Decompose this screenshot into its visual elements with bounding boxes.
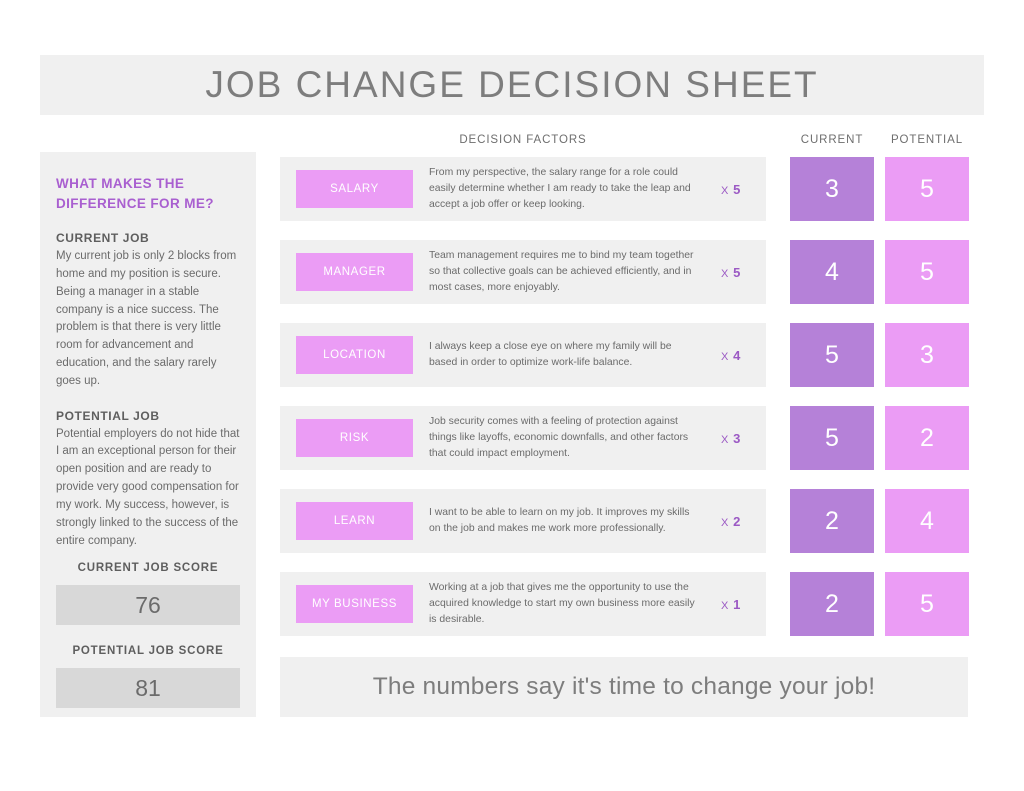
factor-chip-learn: LEARN — [296, 502, 413, 540]
factor-description: Working at a job that gives me the opportunity to use the acquired knowledge to start my own business more easily is desirable. — [429, 581, 695, 626]
current-score-tile: 2 — [790, 572, 874, 636]
factor-description: Team management requires me to bind my team together so that collective goals can be achieved efficiently, and in most cases, more enjoyably. — [429, 249, 694, 294]
weight-value: 1 — [733, 596, 741, 612]
potential-score-tile: 5 — [885, 572, 969, 636]
factor-weight — [704, 182, 766, 197]
potential-score-tile: 5 — [885, 240, 969, 304]
sidebar-heading: WHAT MAKES THE DIFFERENCE FOR ME? — [56, 176, 214, 211]
current-job-score-label: CURRENT JOB SCORE — [77, 562, 219, 574]
sidebar-current-job-text: My current job is only 2 blocks from home and my position is secure. Being a manager in a stable company is a nice success. The problem is that there is very little room for advancement and education, and the salary rarely goes up. — [56, 250, 237, 387]
potential-job-score-label: POTENTIAL JOB SCORE — [72, 645, 224, 657]
weight-value: 3 — [733, 430, 741, 446]
weight-value: 5 — [733, 264, 741, 280]
factor-weight — [704, 514, 766, 529]
factor-row — [280, 406, 766, 470]
factor-row — [280, 323, 766, 387]
multiplier-symbol: X — [721, 516, 729, 529]
factor-weight — [704, 431, 766, 446]
factor-chip-manager: MANAGER — [296, 253, 413, 291]
weight-value: 5 — [733, 181, 741, 197]
potential-score-tile: 3 — [885, 323, 969, 387]
column-header-decision-factors: DECISION FACTORS — [459, 134, 587, 146]
factor-row — [280, 572, 766, 636]
factor-rows — [280, 157, 766, 655]
current-score-tile: 2 — [790, 489, 874, 553]
factor-description: From my perspective, the salary range for a role could easily determine whether I am ready to take the leap and accept a job offer or keep looking. — [429, 166, 691, 211]
weight-value: 2 — [733, 513, 741, 529]
factor-description: Job security comes with a feeling of protection against things like layoffs, economic downfalls, and other factors that could impact employment. — [429, 415, 689, 460]
potential-score-tile: 5 — [885, 157, 969, 221]
potential-job-score-value: 81 — [56, 668, 240, 708]
potential-score-tile: 4 — [885, 489, 969, 553]
factor-description: I always keep a close eye on where my family will be based in order to optimize work-life balance. — [429, 340, 672, 368]
factor-row — [280, 489, 766, 553]
sidebar-current-job-label: CURRENT JOB — [56, 231, 150, 246]
potential-score-tile: 2 — [885, 406, 969, 470]
title-banner — [40, 55, 984, 115]
factor-chip-risk: RISK — [296, 419, 413, 457]
multiplier-symbol: X — [721, 350, 729, 363]
factor-description: I want to be able to learn on my job. It improves my skills on the job and makes me work more professionally. — [429, 506, 690, 534]
multiplier-symbol: X — [721, 599, 729, 612]
factor-chip-salary: SALARY — [296, 170, 413, 208]
page-title: JOB CHANGE DECISION SHEET — [205, 64, 819, 105]
conclusion-text: The numbers say it's time to change your job! — [372, 673, 876, 700]
factor-weight — [704, 597, 766, 612]
current-score-tile: 3 — [790, 157, 874, 221]
current-score-tile: 5 — [790, 323, 874, 387]
factor-row — [280, 240, 766, 304]
factor-weight — [704, 348, 766, 363]
factor-row — [280, 157, 766, 221]
column-header-current: CURRENT — [800, 134, 864, 146]
current-score-tile: 5 — [790, 406, 874, 470]
sidebar-potential-job-label: POTENTIAL JOB — [56, 408, 160, 423]
weight-value: 4 — [733, 347, 741, 363]
multiplier-symbol: X — [721, 433, 729, 446]
sidebar-panel — [40, 152, 256, 717]
column-header-potential: POTENTIAL — [890, 134, 963, 146]
multiplier-symbol: X — [721, 184, 729, 197]
current-score-tile: 4 — [790, 240, 874, 304]
multiplier-symbol: X — [721, 267, 729, 280]
conclusion-banner — [280, 657, 968, 717]
factor-chip-location: LOCATION — [296, 336, 413, 374]
factor-chip-my-business: MY BUSINESS — [296, 585, 413, 623]
sidebar-potential-job-text: Potential employers do not hide that I am an exceptional person for their open position and are ready to provide very good compensation for my work. My success, however, is strongly linked to the success of the entire company. — [56, 427, 240, 547]
current-job-score-value: 76 — [56, 585, 240, 625]
factor-weight — [704, 265, 766, 280]
